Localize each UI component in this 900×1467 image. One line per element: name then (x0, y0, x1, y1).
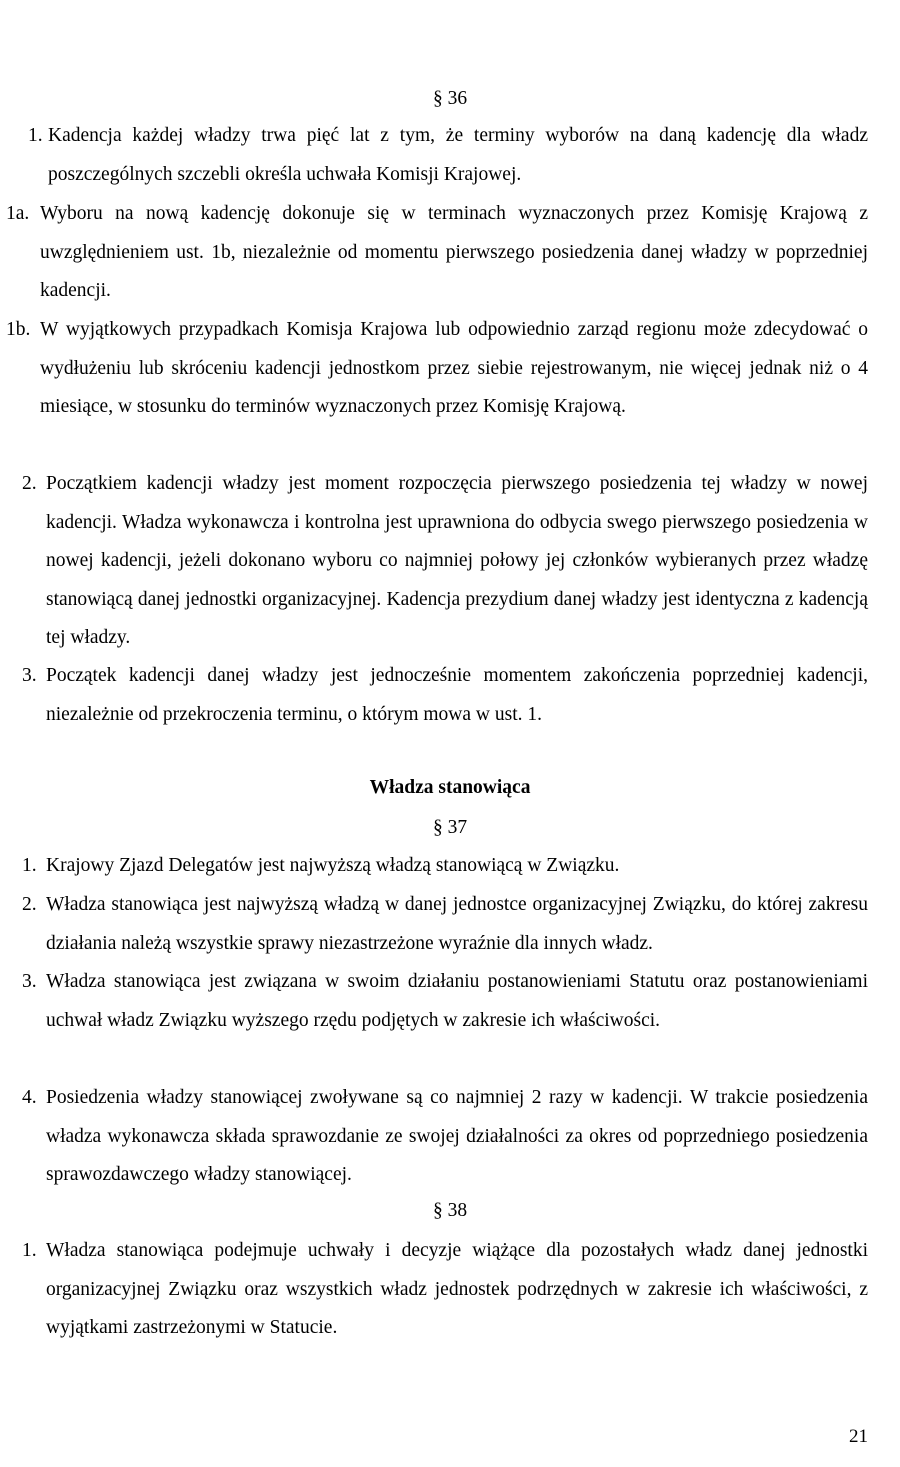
item-number: 1. (22, 855, 37, 876)
item-text (46, 1079, 868, 1195)
item-text-content: Posiedzenia władzy stanowiącej zwoływane są co najmniej 2 razy w kadencji. W trakcie posiedzenia władza wykonawcza składa sprawozdanie ze swojej działalności za okres od poprzedniego posiedzenia sprawozdawczego władzy stanowiącej. (46, 1087, 868, 1185)
item-number: 2. (22, 473, 37, 494)
item-text-content: Początek kadencji danej władzy jest jednocześnie momentem zakończenia poprzedniej kadencji, niezależnie od przekroczenia terminu, o którym mowa w ust. 1. (46, 665, 868, 725)
item-number: 1a. (6, 203, 30, 224)
item-text (46, 886, 868, 963)
s36-item-1a (6, 195, 868, 311)
item-text-content: Władza stanowiąca jest związana w swoim działaniu postanowieniami Statutu oraz postanowieniami uchwał władz Związku wyższego rzędu podjętych w zakresie ich właściwości. (46, 971, 868, 1031)
s37-item-4 (22, 1079, 868, 1195)
page-number: 21 (849, 1426, 868, 1447)
item-text-content: Władza stanowiąca jest najwyższą władzą w danej jednostce organizacyjnej Związku, do której zakresu działania należą wszystkie sprawy niezastrzeżone wyraźnie dla innych władz. (46, 894, 868, 954)
section-title: Władza stanowiąca (369, 777, 531, 798)
item-text (46, 657, 868, 734)
item-text-content: Początkiem kadencji władzy jest moment rozpoczęcia pierwszego posiedzenia tej władzy w nowej kadencji. Władza wykonawcza i kontrolna jest uprawniona do odbycia swego pierwszego posiedzenia w nowej kadencji, jeżeli dokonano wyboru co najmniej połowy jej członków wybieranych przez władzę stanowiącą danej jednostki organizacyjnej. Kadencja prezydium danej władzy jest identyczna z kadencją tej władzy. (46, 473, 868, 648)
item-number: 3. (22, 665, 37, 686)
item-text (46, 1232, 868, 1348)
item-text-content: W wyjątkowych przypadkach Komisja Krajowa lub odpowiednio zarząd regionu może zdecydować o wydłużeniu lub skróceniu kadencji jednostkom przez siebie rejestrowanym, nie więcej jednak niż o 4 miesiące, w stosunku do terminów wyznaczonych przez Komisję Krajową. (40, 319, 868, 417)
s37-item-1 (22, 847, 868, 886)
item-text-content: Wyboru na nową kadencję dokonuje się w terminach wyznaczonych przez Komisję Krajową z uwzględnieniem ust. 1b, niezależnie od momentu pierwszego posiedzenia danej władzy w poprzedniej kadencji. (40, 203, 868, 301)
item-number: 4. (22, 1087, 37, 1108)
s36-item-1 (28, 117, 868, 194)
item-text (48, 117, 868, 194)
item-number: 2. (22, 894, 37, 915)
item-text-content: Władza stanowiąca podejmuje uchwały i decyzje wiążące dla pozostałych władz danej jednostki organizacyjnej Związku oraz wszystkich władz jednostek podrzędnych w zakresie ich właściwości, z wyjątkami zastrzeżonymi w Statucie. (46, 1240, 868, 1338)
s37-item-3 (22, 963, 868, 1040)
item-text-content: Kadencja każdej władzy trwa pięć lat z tym, że terminy wyborów na daną kadencję dla władz poszczególnych szczebli określa uchwała Komisji Krajowej. (48, 125, 868, 185)
s36-item-2 (22, 465, 868, 658)
item-number: 1b. (6, 319, 31, 340)
item-text (40, 195, 868, 311)
s38-item-1 (22, 1232, 868, 1348)
s36-item-1b (6, 311, 868, 427)
section-36-heading: § 36 (432, 88, 468, 109)
section-38-heading: § 38 (432, 1200, 468, 1221)
item-text (46, 847, 868, 886)
item-text (46, 465, 868, 658)
s36-item-3 (22, 657, 868, 734)
item-number: 1. (22, 1240, 37, 1261)
item-text (46, 963, 868, 1040)
item-number: 3. (22, 971, 37, 992)
item-number: 1. (28, 125, 43, 146)
item-text-content: Krajowy Zjazd Delegatów jest najwyższą władzą stanowiącą w Związku. (46, 855, 620, 876)
section-37-heading: § 37 (432, 817, 468, 838)
s37-item-2 (22, 886, 868, 963)
item-text (40, 311, 868, 427)
